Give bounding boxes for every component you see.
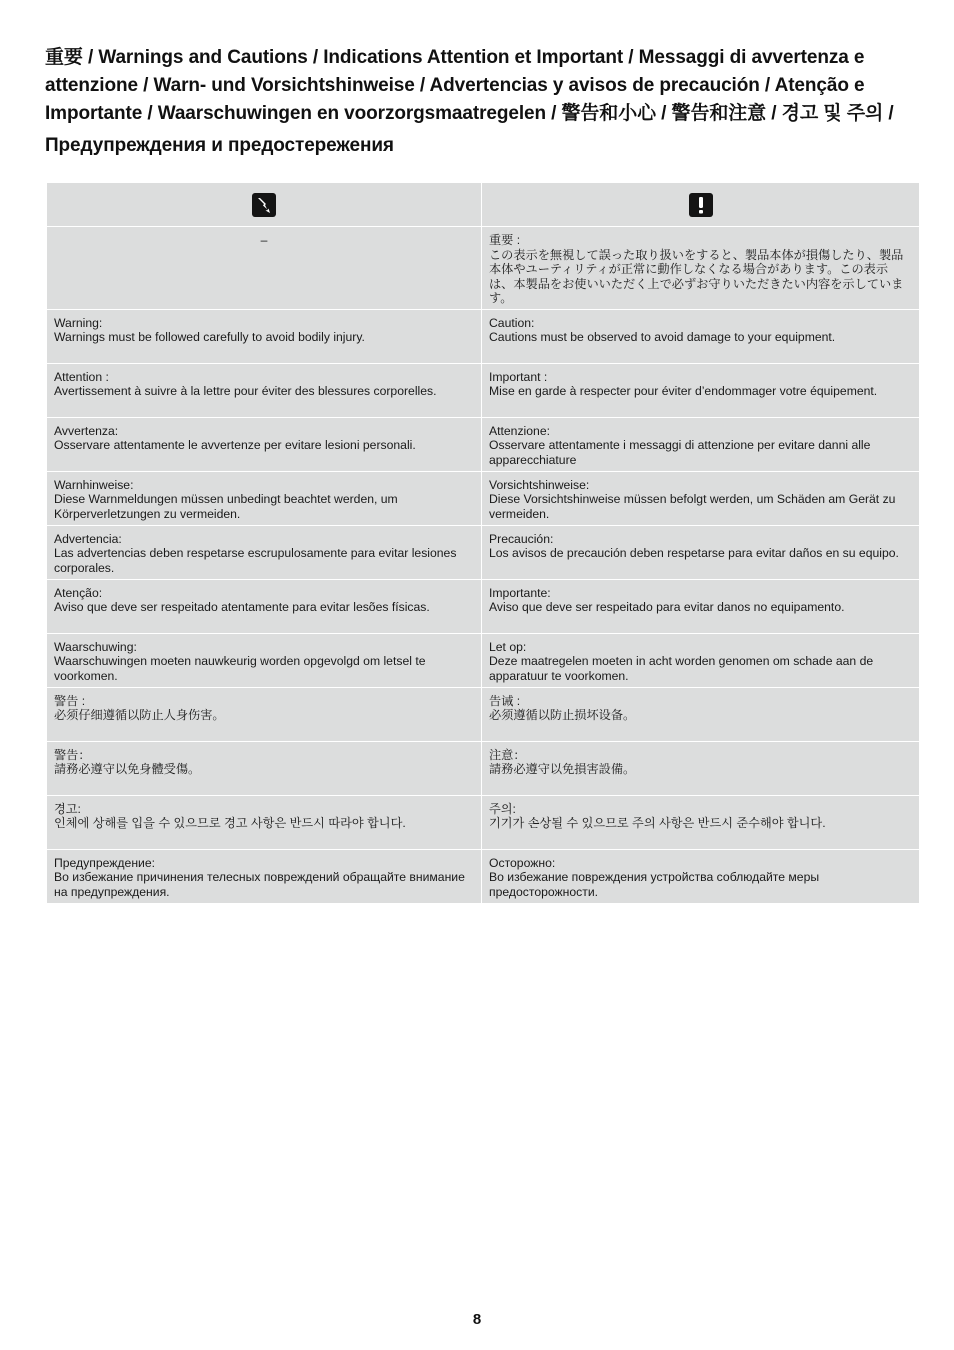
warning-text: Warnings must be followed carefully to avoid bodily injury. (54, 330, 365, 344)
caution-cell (482, 579, 920, 633)
warning-lightning-icon (252, 193, 276, 217)
warnings-cautions-table (46, 182, 920, 904)
caution-label: Attenzione: (489, 423, 550, 438)
warning-label: Warnhinweise: (54, 477, 134, 492)
warning-cell (47, 633, 482, 687)
caution-text: Cautions must be observed to avoid damage to your equipment. (489, 330, 836, 344)
page-title (45, 44, 925, 160)
caution-cell (482, 471, 920, 525)
table-row (47, 525, 920, 579)
warning-text: 必须仔细遵循以防止人身伤害。 (54, 708, 225, 722)
caution-text: 기기가 손상될 수 있으므로 주의 사항은 반드시 준수해야 합니다. (489, 816, 826, 830)
warning-cell (47, 849, 482, 903)
warning-label: 警告 : (54, 693, 86, 708)
warning-cell (47, 579, 482, 633)
warning-cell (47, 417, 482, 471)
warning-text: Osservare attentamente le avvertenze per evitare lesioni personali. (54, 438, 416, 452)
table-row (47, 309, 920, 363)
japanese-caution-text: この表示を無視して誤った取り扱いをすると、製品本体が損傷したり、製品本体やユーティリティが正常に動作しなくなる場合があります。この表示は、本製品をお使いいただく上で必ずお守りいただきたい内容を示しています。 (489, 247, 904, 305)
title-line: attenzione / Warn- und Vorsichtshinweise / Advertencias y avisos de precaución / Atenção e (45, 75, 865, 96)
icon-row (47, 183, 920, 227)
caution-label: Vorsichtshinweise: (489, 477, 590, 492)
caution-text: 必须遵循以防止损坏设备。 (489, 708, 636, 722)
japanese-caution-label: 重要 : (489, 233, 521, 247)
caution-text: Osservare attentamente i messaggi di attenzione per evitare danni alle apparecchiature (489, 438, 871, 467)
warning-label: Waarschuwing: (54, 639, 137, 654)
warning-label: Avvertenza: (54, 423, 119, 438)
warning-text: 인체에 상해를 입을 수 있으므로 경고 사항은 반드시 따라야 합니다. (54, 816, 406, 830)
caution-cell (482, 525, 920, 579)
table-row (47, 687, 920, 741)
table-row (47, 741, 920, 795)
table-row (47, 795, 920, 849)
warning-text: Las advertencias deben respetarse escrupulosamente para evitar lesiones corporales. (54, 546, 457, 575)
warning-cell (47, 687, 482, 741)
warning-cell (47, 363, 482, 417)
caution-exclamation-icon (689, 193, 713, 217)
warning-text: Waarschuwingen moeten nauwkeurig worden opgevolgd om letsel te voorkomen. (54, 654, 426, 683)
warning-label: Advertencia: (54, 531, 122, 546)
caution-cell (482, 633, 920, 687)
caution-text: Во избежание повреждения устройства соблюдайте меры предосторожности. (489, 870, 820, 899)
caution-cell (482, 309, 920, 363)
caution-cell (482, 849, 920, 903)
caution-column-header (482, 183, 920, 227)
warning-cell (47, 309, 482, 363)
warning-text: Aviso que deve ser respeitado atentamente para evitar lesões físicas. (54, 600, 430, 614)
warning-label: 경고: (54, 801, 81, 816)
caution-label: 주의: (489, 801, 516, 816)
table-row (47, 363, 920, 417)
caution-text: 請務必遵守以免損害設備。 (489, 762, 636, 776)
warning-cell (47, 795, 482, 849)
japanese-caution-cell (482, 227, 920, 310)
warning-text: Avertissement à suivre à la lettre pour éviter des blessures corporelles. (54, 384, 437, 398)
caution-cell (482, 363, 920, 417)
title-line: 重要 / Warnings and Cautions / Indications Attention et Important / Messaggi di avvertenza e (45, 47, 865, 68)
warning-cell (47, 471, 482, 525)
caution-label: Let op: (489, 639, 527, 654)
caution-label: Осторожно: (489, 855, 556, 870)
caution-text: Los avisos de precaución deben respetarse para evitar daños en su equipo. (489, 546, 899, 560)
caution-cell (482, 687, 920, 741)
caution-cell (482, 741, 920, 795)
warning-label: Предупреждение: (54, 855, 156, 870)
page-number: 8 (472, 1311, 482, 1328)
warning-text: 請務必遵守以免身體受傷。 (54, 762, 201, 776)
caution-label: Important : (489, 369, 548, 384)
table-row (47, 849, 920, 903)
warning-column-header (47, 183, 482, 227)
warning-text: Во избежание причинения телесных повреждений обращайте внимание на предупреждения. (54, 870, 465, 899)
warning-label: Atenção: (54, 585, 103, 600)
caution-label: Caution: (489, 315, 535, 330)
caution-label: Importante: (489, 585, 551, 600)
caution-text: Aviso que deve ser respeitado para evitar danos no equipamento. (489, 600, 845, 614)
warning-cell (47, 741, 482, 795)
caution-cell (482, 795, 920, 849)
caution-label: 告诫 : (489, 693, 521, 708)
warning-label: Warning: (54, 315, 103, 330)
table-row (47, 633, 920, 687)
title-line: Importante / Waarschuwingen en voorzorgsmaatregelen / 警告和小心 / 警告和注意 / 경고 및 주의 / (45, 103, 894, 124)
warning-label: 警告： (54, 747, 91, 762)
caution-text: Diese Vorsichtshinweise müssen befolgt werden, um Schäden am Gerät zu vermeiden. (489, 492, 896, 521)
warning-text: Diese Warnmeldungen müssen unbedingt beachtet werden, um Körperverletzungen zu vermeiden. (54, 492, 398, 521)
caution-label: Precaución: (489, 531, 554, 546)
caution-cell (482, 417, 920, 471)
warning-label: Attention : (54, 369, 109, 384)
caution-text: Mise en garde à respecter pour éviter d’endommager votre équipement. (489, 384, 878, 398)
japanese-row (47, 227, 920, 310)
title-line: Предупреждения и предостережения (45, 135, 394, 156)
caution-text: Deze maatregelen moeten in acht worden genomen om schade aan de apparatuur te voorkomen. (489, 654, 874, 683)
caution-label: 注意： (489, 747, 526, 762)
japanese-warning-cell (47, 227, 482, 310)
table-row (47, 579, 920, 633)
table-row (47, 417, 920, 471)
japanese-warning-text: – (260, 233, 268, 247)
table-row (47, 471, 920, 525)
warning-cell (47, 525, 482, 579)
